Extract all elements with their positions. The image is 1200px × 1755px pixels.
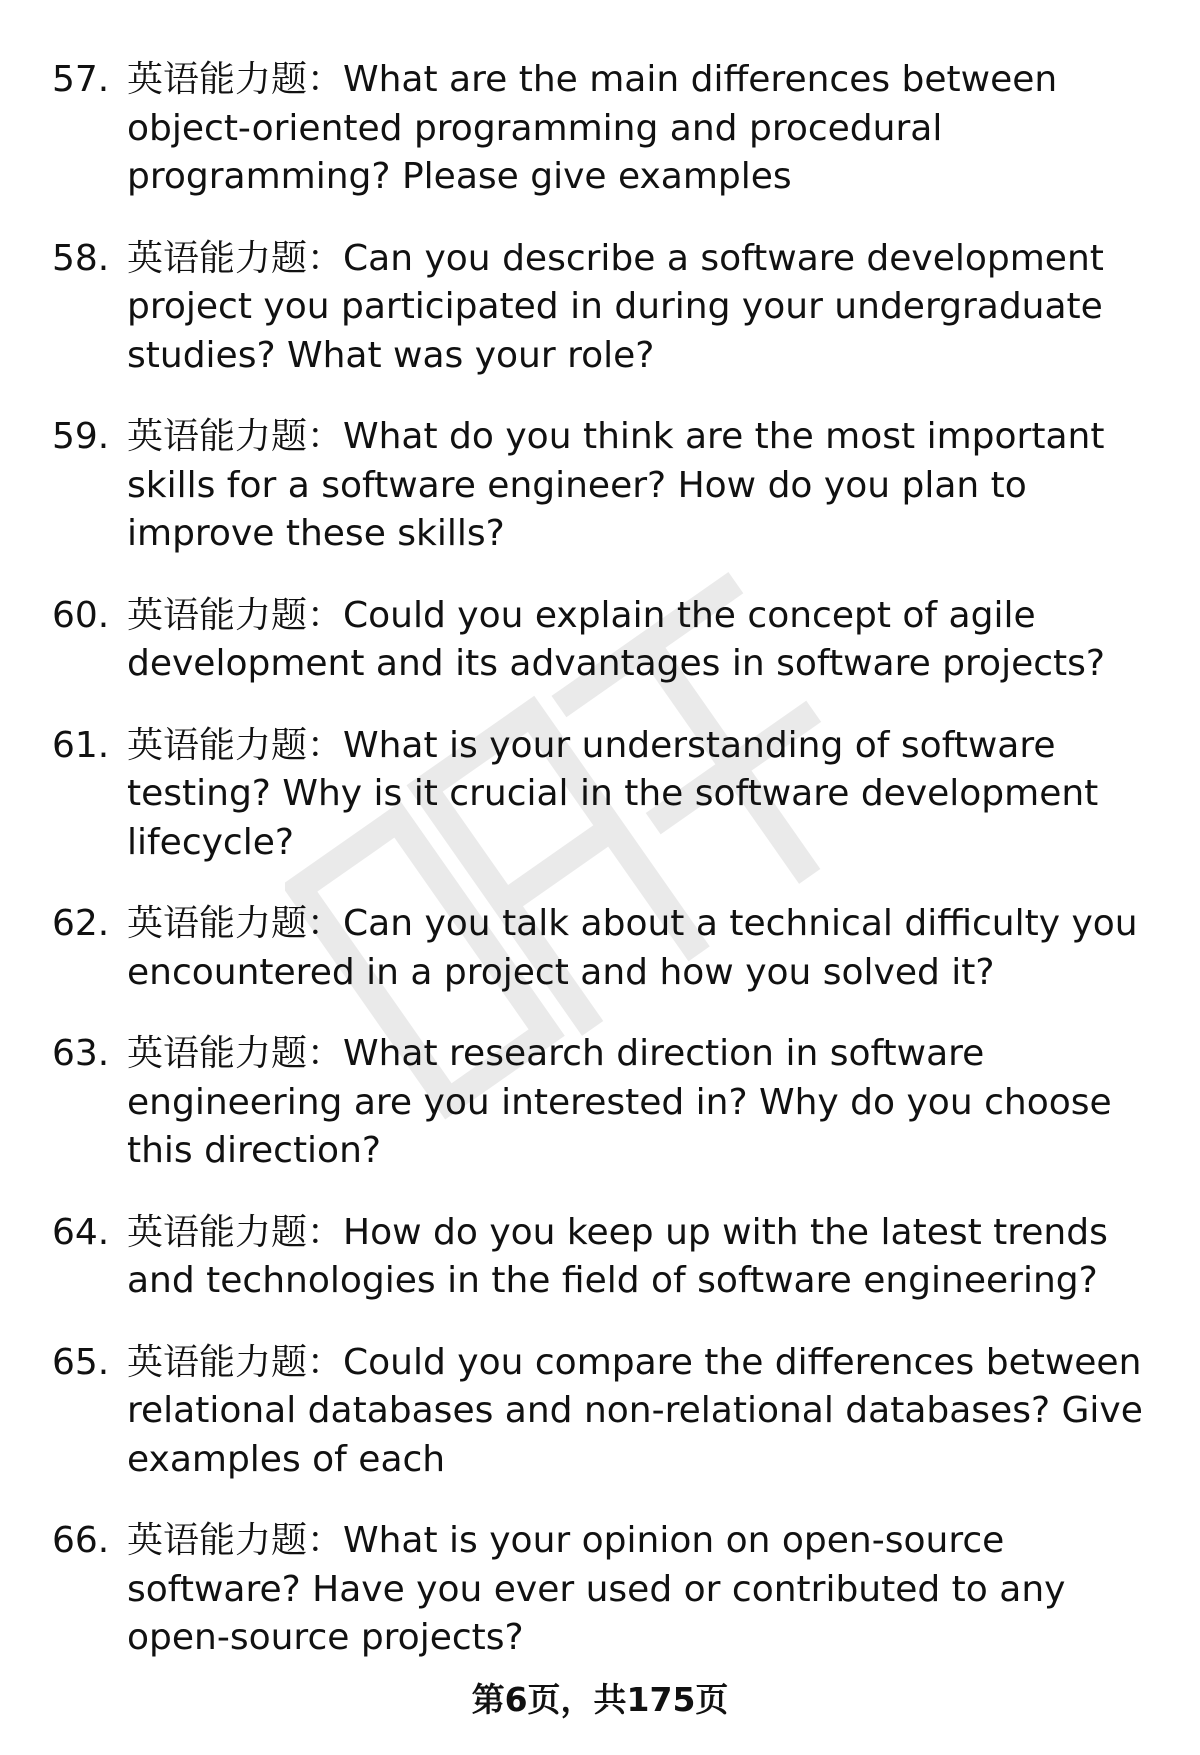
question-label: 英语能力题： — [127, 1520, 344, 1561]
question-text: Can you describe a software development project you participated in during your undergraduate studies? What was your role? — [127, 237, 1104, 376]
question-list — [52, 56, 1152, 1696]
question-label: 英语能力题： — [127, 237, 344, 279]
question-body — [127, 235, 1152, 381]
question-text: Could you compare the differences between relational databases and non-relational databases? Give examples of each — [127, 1341, 1143, 1480]
question-label: 英语能力题： — [127, 416, 344, 457]
question-label: 英语能力题： — [127, 903, 344, 944]
question-item — [52, 1339, 1152, 1485]
question-body — [127, 1209, 1152, 1306]
question-number: 65. — [52, 1341, 110, 1383]
question-text: What is your understanding of software testing? Why is it crucial in the software development lifecycle? — [127, 724, 1099, 863]
question-text: What do you think are the most important skills for a software engineer? How do you plan to improve these skills? — [127, 416, 1105, 554]
question-body — [127, 1339, 1152, 1485]
question-item — [52, 56, 1152, 202]
question-text: What research direction in software engineering are you interested in? Why do you choose this direction? — [127, 1033, 1112, 1171]
question-label: 英语能力题： — [127, 1341, 344, 1383]
question-item — [52, 1517, 1152, 1663]
question-number: 61. — [52, 724, 110, 766]
page-number-footer: 第6页，共175页 — [471, 1680, 729, 1719]
question-text: How do you keep up with the latest trends and technologies in the field of software engineering? — [127, 1211, 1108, 1301]
question-body — [127, 900, 1152, 997]
question-item — [52, 900, 1152, 997]
question-body — [127, 413, 1152, 559]
question-number: 60. — [52, 594, 110, 636]
question-body — [127, 592, 1152, 689]
question-label: 英语能力题： — [127, 724, 344, 766]
question-item — [52, 1030, 1152, 1176]
question-text: What are the main differences between object-oriented programming and procedural programming? Please give examples — [127, 59, 1058, 197]
question-body — [127, 56, 1152, 202]
question-number: 58. — [52, 237, 110, 279]
question-label: 英语能力题： — [127, 594, 344, 636]
question-item — [52, 1209, 1152, 1306]
question-item — [52, 235, 1152, 381]
question-label: 英语能力题： — [127, 1033, 344, 1074]
question-body — [127, 722, 1152, 868]
question-item — [52, 413, 1152, 559]
question-item — [52, 592, 1152, 689]
question-text: What is your opinion on open-source software? Have you ever used or contributed to any open-source projects? — [127, 1520, 1066, 1658]
question-number: 64. — [52, 1211, 110, 1253]
question-label: 英语能力题： — [127, 59, 344, 100]
question-number: 63. — [52, 1033, 110, 1074]
question-item — [52, 722, 1152, 868]
question-text: Can you talk about a technical difficulty you encountered in a project and how you solved it? — [127, 903, 1138, 993]
question-body — [127, 1030, 1152, 1176]
question-number: 59. — [52, 416, 110, 457]
question-number: 62. — [52, 903, 110, 944]
question-number: 57. — [52, 59, 110, 100]
question-text: Could you explain the concept of agile development and its advantages in software projects? — [127, 594, 1105, 684]
question-label: 英语能力题： — [127, 1211, 344, 1253]
question-body — [127, 1517, 1152, 1663]
question-number: 66. — [52, 1520, 110, 1561]
